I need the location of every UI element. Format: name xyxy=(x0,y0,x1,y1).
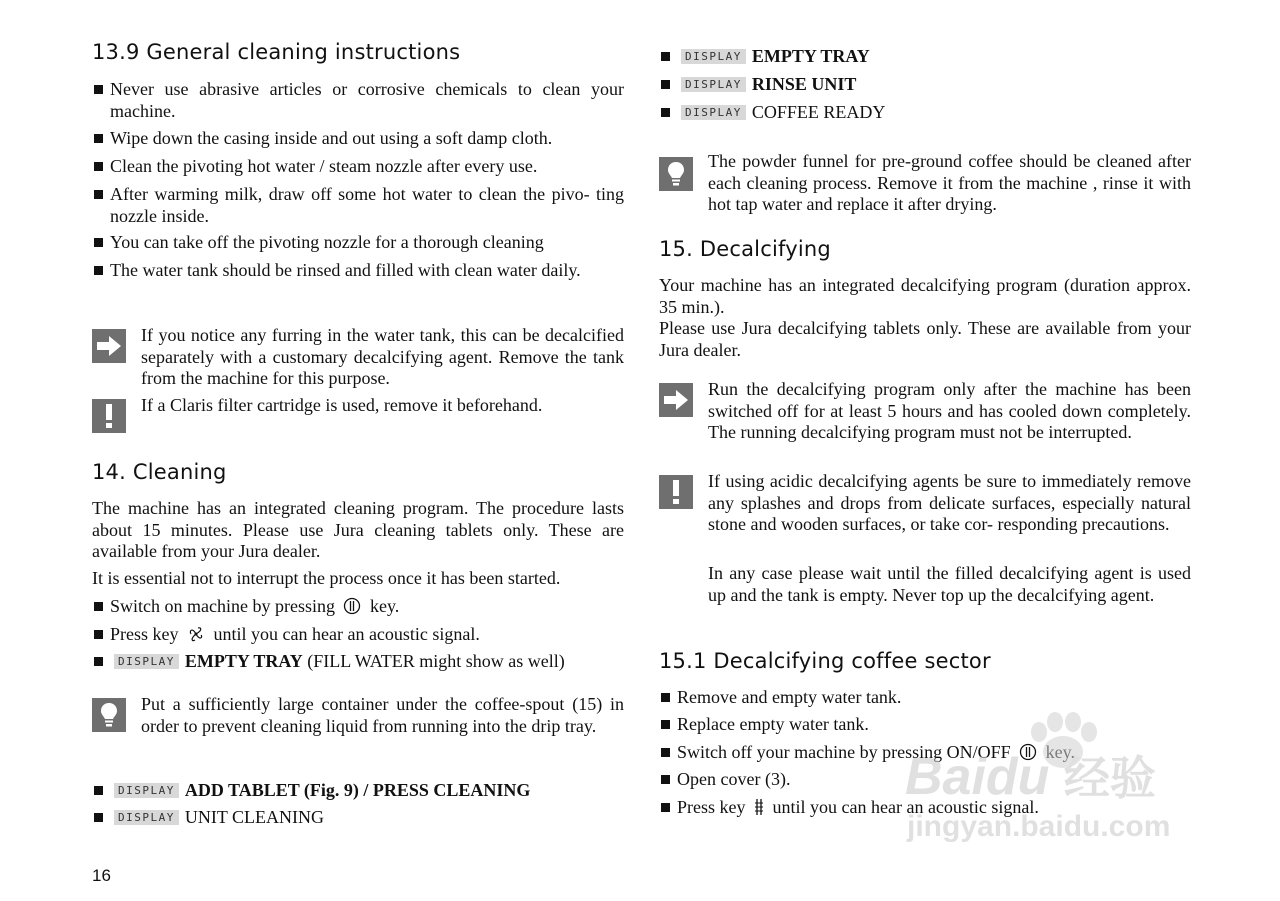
note-run-program: Run the decalcifying program only after the machine has been switched off for at least 5 hours and has cooled down completely. The running decalcifying program must not be interrupted. xyxy=(708,379,1191,442)
list-item xyxy=(92,624,624,646)
list-item: The water tank should be rinsed and filled with clean water daily. xyxy=(92,260,624,282)
display-message: UNIT CLEANING xyxy=(184,807,325,827)
display-message: COFFEE READY xyxy=(751,102,886,122)
cleaning-intro: The machine has an integrated cleaning program. The procedure lasts about 15 minutes. Please use Jura cleaning tablets only. These are available from your Jura dealer. xyxy=(92,498,624,561)
list-item xyxy=(659,102,885,124)
display-note: (FILL WATER might show as well) xyxy=(307,651,565,671)
list-item xyxy=(92,807,324,829)
decalcifying-intro: Your machine has an integrated decalcifying program (duration approx. 35 min.). xyxy=(659,275,1191,317)
baidu-watermark xyxy=(905,712,1205,862)
list-item xyxy=(92,651,565,673)
list-item: Replace empty water tank. xyxy=(659,714,1191,736)
note-container: Put a sufficiently large container under the coffee-spout (15) in order to prevent cleaning liquid from running into the drip tray. xyxy=(141,694,624,736)
note-acidic-agents: If using acidic decalcifying agents be sure to immediately remove any splashes and drops from delicate surfaces, especially natural stone and wooden surfaces, or take cor- responding precautions. xyxy=(708,471,1191,534)
note-powder-funnel: The powder funnel for pre-ground coffee should be cleaned after each cleaning process. Remove it from the machine , rinse it with hot tap water and replace it after drying. xyxy=(708,151,1191,214)
note-claris: If a Claris filter cartridge is used, remove it beforehand. xyxy=(141,395,543,415)
display-label: DISPLAY xyxy=(681,77,746,92)
display-label: DISPLAY xyxy=(114,783,179,798)
cleaning-warning-text: It is essential not to interrupt the process once it has been started. xyxy=(92,568,561,588)
arrow-right-icon xyxy=(659,383,693,417)
note-wait-until-empty: In any case please wait until the filled decalcifying agent is used up and the tank is empty. Never top up the decalcifying agent. xyxy=(708,563,1191,605)
rinse-key-icon xyxy=(754,797,764,819)
watermark-brand: Bai xyxy=(905,748,986,806)
arrow-right-icon xyxy=(92,329,126,363)
steam-key-icon xyxy=(187,624,205,646)
section-14-heading: 14. Cleaning xyxy=(92,460,227,484)
list-item: Wipe down the casing inside and out using a soft damp cloth. xyxy=(92,128,624,150)
power-key-icon xyxy=(343,596,361,618)
list-item xyxy=(659,74,856,96)
list-item: Open cover (3). xyxy=(659,769,1191,791)
section-15-1-heading: 15.1 Decalcifying coffee sector xyxy=(659,649,991,673)
exclamation-icon xyxy=(92,399,126,433)
page-number: 16 xyxy=(92,866,111,885)
display-label: DISPLAY xyxy=(114,654,179,669)
display-message: RINSE UNIT xyxy=(751,74,857,94)
watermark-url: jingyan.baidu.com xyxy=(907,810,1171,843)
display-label: DISPLAY xyxy=(681,105,746,120)
display-message: ADD TABLET (Fig. 9) / PRESS CLEANING xyxy=(184,780,531,800)
display-label: DISPLAY xyxy=(681,49,746,64)
note-furring: If you notice any furring in the water tank, this can be decalcified separately with a customary decalcifying agent. Remove the tank from the machine for this purpose. xyxy=(141,325,624,388)
lightbulb-icon xyxy=(92,698,126,732)
list-item xyxy=(659,46,870,68)
step-text: key. xyxy=(369,596,400,616)
step-text: until you can hear an acoustic signal. xyxy=(213,624,480,644)
list-item: Never use abrasive articles or corrosive chemicals to clean your machine. xyxy=(92,79,624,122)
step-text: until you can hear an acoustic signal. xyxy=(772,797,1039,817)
step-text: Switch off your machine by pressing ON/OFF xyxy=(677,742,1011,762)
list-item xyxy=(92,780,530,802)
watermark-cn: 经验 xyxy=(1063,751,1156,805)
list-item xyxy=(92,596,624,618)
watermark-brand-2: du xyxy=(985,748,1050,806)
step-text: Press key xyxy=(110,624,179,644)
display-label: DISPLAY xyxy=(114,810,179,825)
list-item: Clean the pivoting hot water / steam nozzle after every use. xyxy=(92,156,624,178)
list-item: You can take off the pivoting nozzle for a thorough cleaning xyxy=(92,232,624,254)
section-15-heading: 15. Decalcifying xyxy=(659,237,831,261)
display-message: EMPTY TRAY xyxy=(751,46,870,66)
list-item: Remove and empty water tank. xyxy=(659,687,1191,709)
list-item: After warming milk, draw off some hot water to clean the pivo- ting nozzle inside. xyxy=(92,184,624,227)
exclamation-icon xyxy=(659,475,693,509)
step-text: Switch on machine by pressing xyxy=(110,596,335,616)
decalcifying-tablets: Please use Jura decalcifying tablets only. These are available from your Jura dealer. xyxy=(659,318,1191,360)
step-text: Press key xyxy=(677,797,746,817)
lightbulb-icon xyxy=(659,157,693,191)
display-message: EMPTY TRAY xyxy=(184,651,303,671)
section-13-9-heading: 13.9 General cleaning instructions xyxy=(92,40,461,64)
